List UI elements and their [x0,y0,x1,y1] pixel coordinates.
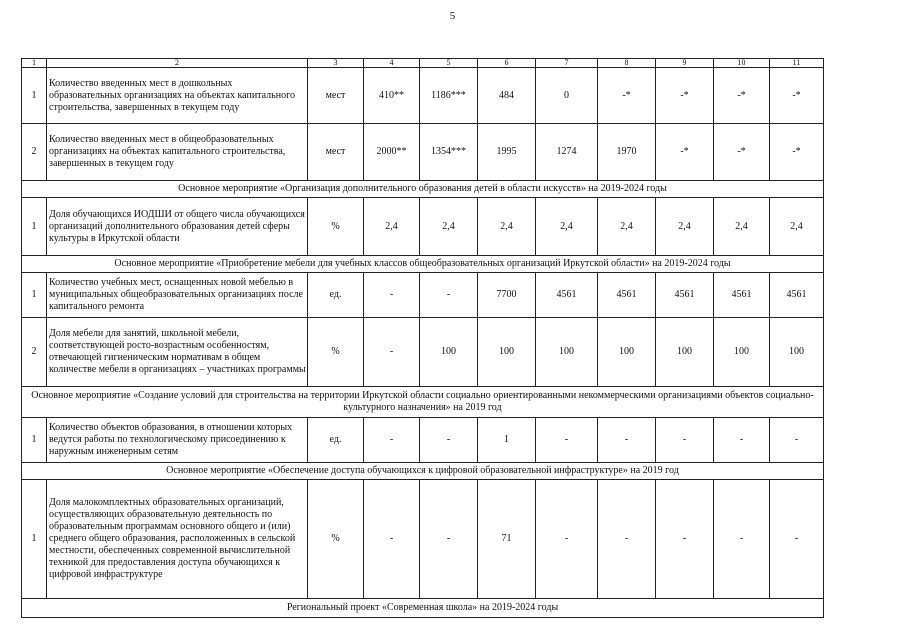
unit-cell: мест [308,124,364,181]
row-number: 1 [22,68,47,124]
row-number: 1 [22,418,47,463]
section-title-row [22,599,824,618]
unit-cell: % [308,198,364,256]
row-number: 1 [22,273,47,318]
section-title: Основное мероприятие «Организация дополнительного образования детей в области искусств» на 2019-2024 годы [22,181,824,198]
header-cell: 8 [598,59,656,68]
value-cell: 2,4 [478,198,536,256]
value-cell: 100 [714,318,770,387]
header-cell: 9 [656,59,714,68]
value-cell: 2,4 [714,198,770,256]
section-title-row [22,387,824,418]
value-cell: 100 [478,318,536,387]
value-cell: 2000** [364,124,420,181]
value-cell: 0 [536,68,598,124]
value-cell: 484 [478,68,536,124]
value-cell: - [770,418,824,463]
value-cell: - [598,418,656,463]
value-cell: 2,4 [770,198,824,256]
header-cell: 7 [536,59,598,68]
value-cell: 100 [656,318,714,387]
section-title: Основное мероприятие «Обеспечение доступа обучающихся к цифровой образовательной инфраструктуре» на 2019 год [22,463,824,480]
value-cell: - [770,480,824,599]
value-cell: 1274 [536,124,598,181]
value-cell: 1186*** [420,68,478,124]
value-cell: - [364,418,420,463]
row-number: 2 [22,318,47,387]
value-cell: 4561 [598,273,656,318]
value-cell: -* [714,68,770,124]
section-title: Региональный проект «Современная школа» на 2019-2024 годы [22,599,824,618]
header-cell: 11 [770,59,824,68]
value-cell: 100 [420,318,478,387]
unit-cell: ед. [308,273,364,318]
header-cell: 5 [420,59,478,68]
header-cell: 6 [478,59,536,68]
row-number: 1 [22,198,47,256]
indicator-name: Доля обучающихся ИОДШИ от общего числа обучающихся организаций дополнительного образования детей сферы культуры в Иркутской области [47,198,308,256]
value-cell: 4561 [656,273,714,318]
value-cell: 1995 [478,124,536,181]
value-cell: - [598,480,656,599]
value-cell: 1 [478,418,536,463]
table-row [22,68,824,124]
value-cell: -* [770,124,824,181]
indicator-name: Количество учебных мест, оснащенных новой мебелью в муниципальных общеобразовательных организациях после капитального ремонта [47,273,308,318]
value-cell: 4561 [714,273,770,318]
value-cell: 100 [536,318,598,387]
section-title-row [22,181,824,198]
value-cell: - [364,273,420,318]
value-cell: -* [656,68,714,124]
value-cell: - [656,480,714,599]
value-cell: - [536,418,598,463]
row-number: 1 [22,480,47,599]
value-cell: - [714,480,770,599]
value-cell: - [536,480,598,599]
header-cell: 2 [47,59,308,68]
value-cell: - [364,318,420,387]
value-cell: - [714,418,770,463]
value-cell: 4561 [536,273,598,318]
header-cell: 10 [714,59,770,68]
section-title-row [22,256,824,273]
value-cell: 71 [478,480,536,599]
table-row [22,273,824,318]
value-cell: - [420,480,478,599]
value-cell: 100 [770,318,824,387]
table-row [22,418,824,463]
value-cell: - [420,273,478,318]
value-cell: 2,4 [536,198,598,256]
value-cell: 7700 [478,273,536,318]
indicator-name: Количество введенных мест в дошкольных образовательных организациях на объектах капитального строительства, завершенных в текущем году [47,68,308,124]
section-title: Основное мероприятие «Приобретение мебели для учебных классов общеобразовательных организаций Иркутской области» на 2019-2024 годы [22,256,824,273]
value-cell: 2,4 [420,198,478,256]
value-cell: 2,4 [656,198,714,256]
unit-cell: мест [308,68,364,124]
table-row [22,198,824,256]
value-cell: 4561 [770,273,824,318]
header-cell: 4 [364,59,420,68]
value-cell: 1970 [598,124,656,181]
row-number: 2 [22,124,47,181]
unit-cell: % [308,318,364,387]
indicator-name: Количество введенных мест в общеобразовательных организациях на объектах капитального строительства, завершенных в текущем году [47,124,308,181]
value-cell: - [656,418,714,463]
section-title-row [22,463,824,480]
value-cell: -* [656,124,714,181]
unit-cell: ед. [308,418,364,463]
value-cell: 2,4 [598,198,656,256]
header-cell: 3 [308,59,364,68]
indicator-name: Доля мебели для занятий, школьной мебели, соответствующей росто-возрастным особенностям, отвечающей гигиеническим нормативам в общем количестве мебели в организациях – участниках программы [47,318,308,387]
value-cell: - [364,480,420,599]
value-cell: 100 [598,318,656,387]
page-number: 5 [449,10,456,22]
table-row [22,124,824,181]
value-cell: - [420,418,478,463]
value-cell: -* [770,68,824,124]
value-cell: 2,4 [364,198,420,256]
indicator-name: Количество объектов образования, в отношении которых ведутся работы по технологическому присоединению к наружным инженерным сетям [47,418,308,463]
value-cell: -* [598,68,656,124]
header-cell: 1 [22,59,47,68]
value-cell: -* [714,124,770,181]
header-row [22,59,824,68]
value-cell: 1354*** [420,124,478,181]
indicator-name: Доля малокомплектных образовательных организаций, осуществляющих образовательную деятельность по образовательным программам основного общего и (или) среднего общего образования, расположенных в сельской местности, обеспеченных современной вычислительной техникой для предоставления доступа обучающихся к цифровой инфраструктуре [47,480,308,599]
section-title: Основное мероприятие «Создание условий для строительства на территории Иркутской области социально ориентированными некоммерческими организациями объектов социально-культурного назначения» на 2019 год [22,387,824,418]
value-cell: 410** [364,68,420,124]
indicators-table [21,58,824,618]
unit-cell: % [308,480,364,599]
table-row [22,480,824,599]
table-row [22,318,824,387]
